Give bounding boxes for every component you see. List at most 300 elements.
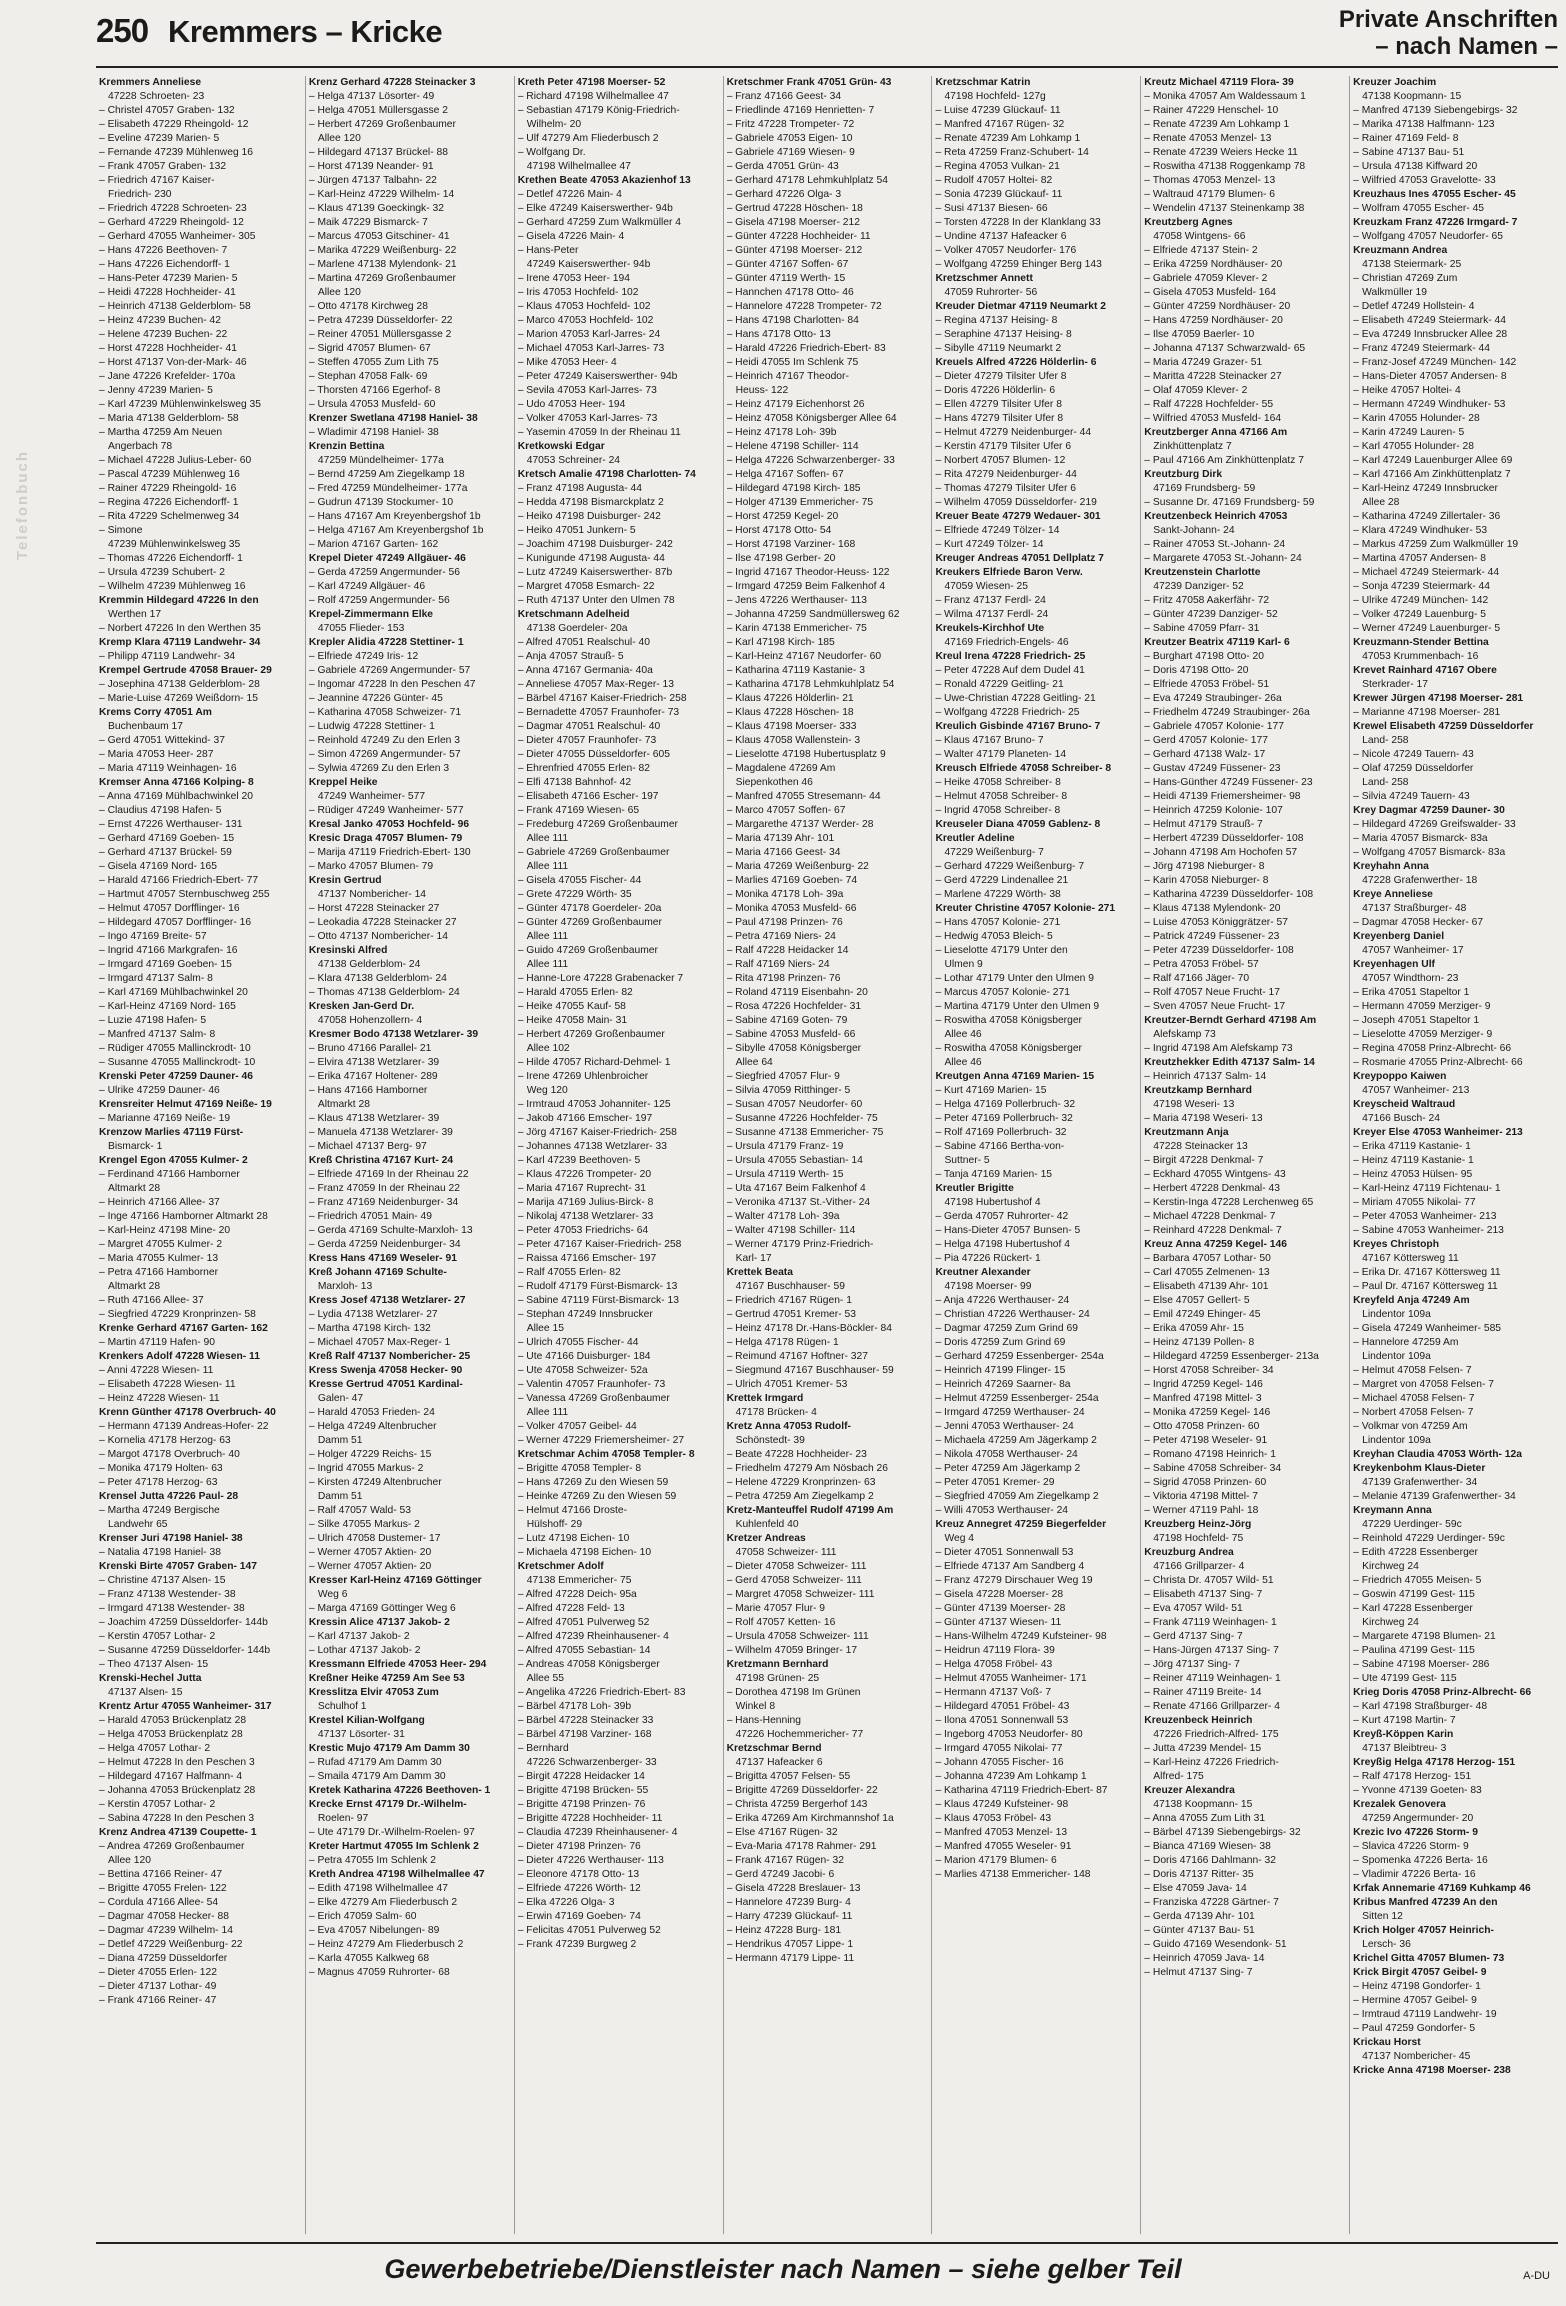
directory-entry: – Rainer 47229 Rheingold- 16 [99,483,237,494]
directory-entry: – Heinrich 47259 Kolonie- 107 [1144,805,1283,816]
directory-entry: – Klaus 47053 Fröbel- 43 [935,1813,1052,1824]
directory-entry: 47059 Wiesen- 25 [944,581,1029,592]
directory-entry: – Hermann 47137 Voß- 7 [935,1687,1052,1698]
directory-entry: – Sabine 47053 Wanheimer- 213 [1353,1225,1504,1236]
directory-entry: – Gertrud 47051 Kremer- 53 [726,1309,856,1320]
directory-entry: – Ingrid 47166 Markgrafen- 16 [99,945,238,956]
directory-entry: – Gisela 47055 Fischer- 44 [517,875,642,886]
directory-entry: – Hanne-Lore 47228 Grabenacker 7 [517,973,684,984]
directory-entry-head: Kretz Anna 47053 Rudolf- [726,1421,851,1432]
directory-entry: – Klaus 47198 Moerser- 333 [726,721,857,732]
directory-entry-head: Kreyfeld Anja 47249 Am [1353,1295,1470,1306]
header-rule [96,66,1558,68]
directory-entry: – Hendrikus 47057 Lippe- 1 [726,1939,854,1950]
directory-entry: – Kerstin 47179 Tilsiter Ufer 6 [935,441,1072,452]
directory-entry: – Barbara 47057 Lothar- 50 [1144,1253,1271,1264]
directory-entry: – Birgit 47228 Heidacker 14 [517,1771,645,1782]
directory-entry: – Walter 47179 Planeten- 14 [935,749,1067,760]
directory-entry: – Elfriede 47137 Am Sandberg 4 [935,1561,1085,1572]
directory-entry: – Gerhard 47226 Olga- 3 [726,189,842,200]
directory-entry: – Ulrich 47058 Dustemer- 17 [308,1533,441,1544]
directory-entry-head: Krettek Beata [726,1267,793,1278]
directory-entry-head: Krettek Irmgard [726,1393,804,1404]
directory-entry: – Karl-Heinz 47226 Friedrich- [1144,1757,1279,1768]
directory-entry: – Franz 47137 Ferdl- 24 [935,595,1046,606]
directory-entry: – Rolf 47259 Angermunder- 56 [308,595,450,606]
directory-entry: – Bärbel 47167 Kaiser-Friedrich- 258 [517,693,687,704]
directory-entry-head: Kretzschmer Annett [935,273,1033,284]
directory-entry-head: Krensel Jutta 47226 Paul- 28 [99,1491,239,1502]
directory-entry-head: Kretzschmar Katrin [935,77,1031,88]
directory-entry: – Harald 47053 Frieden- 24 [308,1407,435,1418]
directory-entry: – Ruth 47137 Unter den Ulmen 78 [517,595,675,606]
directory-entry: – Helga 47167 Am Kreyenbergshof 1b [308,525,484,536]
directory-entry: – Franziska 47228 Gärtner- 7 [1144,1897,1279,1908]
directory-entry: – Volkmar von 47259 Am [1353,1421,1468,1432]
directory-entry: – Monika 47259 Kegel- 146 [1144,1407,1271,1418]
directory-entry: – Marianne 47169 Neiße- 19 [99,1113,231,1124]
directory-entry: – Hans-Dieter 47057 Bunsen- 5 [935,1225,1081,1236]
directory-entry-head: Kretzer Andreas [726,1533,806,1544]
directory-entry: – Anna 47169 Mühlbachwinkel 20 [99,791,253,802]
directory-entry: – Anna 47167 Germania- 40a [517,665,653,676]
directory-entry: – Marianne 47198 Moerser- 281 [1353,707,1501,718]
directory-entry: – Wolfram 47055 Escher- 45 [1353,203,1485,214]
directory-entry: – Lydia 47138 Wetzlarer- 27 [308,1309,438,1320]
directory-entry: – Nikola 47058 Werthauser- 24 [935,1449,1078,1460]
directory-entry: – Diana 47259 Düsseldorfer [99,1953,228,1964]
directory-entry: – Elisabeth 47166 Escher- 197 [517,791,659,802]
directory-entry-head: Krenz Andrea 47139 Coupette- 1 [99,1827,257,1838]
directory-entry: – Wilfried 47053 Gravelotte- 33 [1353,175,1496,186]
directory-entry-head: Kreutzer-Berndt Gerhard 47198 Am [1144,1015,1317,1026]
directory-entry: – Sven 47057 Neue Frucht- 17 [1144,1001,1286,1012]
directory-entry-head: Kremmers Anneliese [99,77,202,88]
directory-entry: – Jörg 47198 Nieburger- 8 [1144,861,1265,872]
directory-entry: – Simone [99,525,143,536]
directory-entry: – Rüdiger 47249 Wanheimer- 577 [308,805,464,816]
directory-entry-head: Kremp Klara 47119 Landwehr- 34 [99,637,261,648]
directory-entry: – Elfriede 47053 Fröbel- 51 [1144,679,1270,690]
directory-entry: Allee 102 [526,1043,570,1054]
directory-entry: Karl- 17 [735,1253,772,1264]
directory-entry: – Spomenka 47226 Berta- 16 [1353,1855,1488,1866]
directory-entry: – Petra 47239 Düsseldorfer- 22 [308,315,453,326]
directory-entry: – Gerda 47051 Grün- 43 [726,161,839,172]
directory-entry: – Gerda 47057 Ruhrorter- 42 [935,1211,1069,1222]
directory-entry: – Gerhard 47178 Lehmkuhlplatz 54 [726,175,889,186]
directory-entry-head: Krengel Egon 47055 Kulmer- 2 [99,1155,248,1166]
directory-entry: 47167 Buschhauser- 59 [735,1281,845,1292]
directory-entry: – Heinz 47119 Kastanie- 1 [1353,1155,1474,1166]
directory-entry: – Norbert 47057 Blumen- 12 [935,455,1066,466]
directory-entry: – Martina 47179 Unter den Ulmen 9 [935,1001,1100,1012]
directory-entry: – Susi 47137 Biesen- 66 [935,203,1048,214]
directory-entry-head: Kremser Anna 47166 Kolping- 8 [99,777,254,788]
directory-entry: – Susanne 47226 Hochfelder- 75 [726,1113,878,1124]
directory-entry: – Friedrich 47167 Kaiser- [99,175,215,186]
directory-entry: – Lutz 47198 Eichen- 10 [517,1533,630,1544]
directory-entry: 47057 Wanheimer- 17 [1362,945,1464,956]
directory-entry: – Franz 47138 Westender- 38 [99,1589,236,1600]
directory-entry: – Heike 47058 Main- 31 [517,1015,628,1026]
directory-entry: – Pia 47226 Rückert- 1 [935,1253,1041,1264]
directory-entry-head: Kreutzer Beatrix 47119 Karl- 6 [1144,637,1290,648]
directory-entry: – Detlef 47249 Hollstein- 4 [1353,301,1475,312]
directory-entry: – Maria 47053 Heer- 287 [99,749,214,760]
directory-entry: – Alfred 47228 Feld- 13 [517,1603,625,1614]
directory-entry: – Heike 47058 Schreiber- 8 [935,777,1061,788]
directory-entry-head: Kreutzmann Anja [1144,1127,1229,1138]
directory-entry: – Gerd 47137 Sing- 7 [1144,1631,1243,1642]
directory-entry: – Gerd 47249 Jacobi- 6 [726,1869,835,1880]
directory-entry: – Fritz 47058 Aakerfähr- 72 [1144,595,1270,606]
directory-entry: – Renate 47239 Am Lohkamp 1 [1144,119,1290,130]
directory-entry-head: Krepler Alidia 47228 Stettiner- 1 [308,637,464,648]
directory-entry: – Sibylle 47058 Königsberger [726,1043,862,1054]
directory-entry: – Jens 47226 Werthauser- 113 [726,595,868,606]
directory-entry: Land- 258 [1362,777,1409,788]
directory-entry: – Gerda 47139 Ahr- 101 [1144,1911,1255,1922]
directory-entry-head: Kreß Ralf 47137 Nombericher- 25 [308,1351,471,1362]
directory-entry: 47138 Koopmann- 15 [1362,91,1462,102]
directory-entry: Sankt-Johann- 24 [1153,525,1235,536]
directory-entry: – Angelika 47226 Friedrich-Ebert- 83 [517,1687,686,1698]
directory-entry-head: Kreyßig Helga 47178 Herzog- 151 [1353,1757,1516,1768]
directory-entry: Damm 51 [317,1435,363,1446]
directory-entry-head: Krestic Mujo 47179 Am Damm 30 [308,1743,470,1754]
directory-entry: – Sabine 47169 Goten- 79 [726,1015,848,1026]
directory-entry-head: Kresse Gertrud 47051 Kardinal- [308,1379,463,1390]
directory-entry: – Marlies 47138 Emmericher- 148 [935,1869,1091,1880]
directory-entry: – Horst 47137 Von-der-Mark- 46 [99,357,247,368]
directory-entry-head: Kreuzmann Andrea [1353,245,1448,256]
directory-entry: – Ursula 47239 Schubert- 2 [99,567,225,578]
directory-entry: Alfred- 175 [1153,1771,1204,1782]
directory-entry: – Undine 47137 Hafeacker 6 [935,231,1067,242]
directory-entry-head: Kreyhan Claudia 47053 Wörth- 12a [1353,1449,1522,1460]
directory-entry: – Renate 47239 Am Lohkamp 1 [935,133,1081,144]
directory-entry: – Stephan 47249 Innsbrucker [517,1309,653,1320]
directory-entry: – Otto 47058 Prinzen- 60 [1144,1421,1260,1432]
directory-entry: – Maria 47139 Ahr- 101 [726,833,835,844]
directory-entry: 47057 Windthorn- 23 [1362,973,1459,984]
directory-entry: – Margret 47058 Schweizer- 111 [726,1589,875,1600]
directory-entry: – Helene 47229 Kronprinzen- 63 [726,1477,876,1488]
directory-entry: 47137 Nombericher- 14 [317,889,427,900]
directory-entry-head: Kreymann Anna [1353,1505,1432,1516]
directory-entry: – Michael 47249 Steiermark- 44 [1353,567,1500,578]
directory-entry: – Lothar 47179 Unter den Ulmen 9 [935,973,1094,984]
directory-entry: – Jenni 47053 Werthauser- 24 [935,1421,1074,1432]
directory-entry: – Klaus 47228 Höschen- 18 [726,707,854,718]
directory-entry: 47229 Uerdinger- 59c [1362,1519,1462,1530]
directory-entry: – Marija 47169 Julius-Birck- 8 [517,1197,654,1208]
directory-entry: 47058 Schweizer- 111 [735,1547,837,1558]
directory-entry: – Bernadette 47057 Fraunhofer- 73 [517,707,680,718]
directory-entry: – Harald 47166 Friedrich-Ebert- 77 [99,875,259,886]
directory-entry: – Wilma 47137 Ferdl- 24 [935,609,1049,620]
directory-entry: – Johanna 47137 Schwarzwald- 65 [1144,343,1306,354]
directory-entry: – Maria 47167 Ruprecht- 31 [517,1183,646,1194]
directory-entry-head: Kreuseler Diana 47059 Gablenz- 8 [935,819,1101,830]
directory-entry: 47239 Danziger- 52 [1153,581,1244,592]
directory-entry: – Elisabeth 47137 Sing- 7 [1144,1589,1263,1600]
directory-entry: – Horst 47139 Neander- 91 [308,161,434,172]
directory-entry: – Dagmar 47051 Realschul- 40 [517,721,661,732]
directory-entry: – Bernhard [517,1743,569,1754]
directory-entry: – Ute 47058 Schweizer- 52a [517,1365,648,1376]
section-heading-line1: Private Anschriften [1338,6,1558,33]
directory-entry: – Ralf 47178 Herzog- 151 [1353,1771,1472,1782]
directory-entry: – Katharina 47119 Friedrich-Ebert- 87 [935,1785,1108,1796]
directory-entry: – Helene 47239 Buchen- 22 [99,329,228,340]
directory-entry: – Irmtraud 47053 Johanniter- 125 [517,1099,671,1110]
directory-entry-head: Kressmann Elfriede 47053 Heer- 294 [308,1659,487,1670]
section-heading-line2: – nach Namen – [1375,33,1558,60]
directory-entry: – Gerd 47229 Lindenallee 21 [935,875,1069,886]
directory-entry: – Bernd 47259 Am Ziegelkamp 18 [308,469,465,480]
directory-entry: 47137 Straßburger- 48 [1362,903,1467,914]
directory-entry-head: Kreutzberger Anna 47166 Am [1144,427,1288,438]
directory-entry: – Dagmar 47239 Wilhelm- 14 [99,1925,233,1936]
directory-entry: – Philipp 47119 Landwehr- 34 [99,651,236,662]
directory-entry: – Mike 47053 Heer- 4 [517,357,617,368]
directory-entry: – Hermann 47179 Lippe- 11 [726,1953,855,1964]
directory-entry-head: Kreutner Alexander [935,1267,1031,1278]
directory-entry: – Michael 47058 Felsen- 7 [1353,1393,1475,1404]
directory-entry-head: Krenzow Marlies 47119 Fürst- [99,1127,244,1138]
directory-entry: – Michaela 47198 Eichen- 10 [517,1547,652,1558]
directory-entry: – Ferdinand 47166 Hamborner [99,1169,240,1180]
directory-entry: Weg 120 [526,1085,568,1096]
directory-entry: – Margarethe 47137 Werder- 28 [726,819,874,830]
directory-entry: – Eva 47249 Straubinger- 26a [1144,693,1282,704]
directory-entry: – Ursula 47055 Sebastian- 14 [726,1155,863,1166]
directory-entry: – Manfred 47055 Stresemann- 44 [726,791,881,802]
directory-entry-head: Krenke Gerhard 47167 Garten- 162 [99,1323,268,1334]
directory-entry: – Margret 47058 Esmarch- 22 [517,581,655,592]
directory-entry: – Ursula 47053 Musfeld- 60 [308,399,436,410]
directory-entry: 47167 Köttersweg 11 [1362,1253,1459,1264]
directory-column [514,76,723,2234]
directory-entry: – Claudia 47239 Rheinhausener- 4 [517,1827,678,1838]
directory-entry-head: Krenski Peter 47259 Dauner- 46 [99,1071,253,1082]
directory-entry: – Rolf 47169 Pollerbruch- 32 [935,1127,1067,1138]
directory-entry: – Emil 47249 Ehinger- 45 [1144,1309,1261,1320]
directory-entry: – Cordula 47166 Allee- 54 [99,1897,219,1908]
directory-entry: – Anni 47228 Wiesen- 11 [99,1365,214,1376]
directory-entry: – Ronald 47229 Geitling- 21 [935,679,1064,690]
directory-entry: 47138 Gelderblom- 24 [317,959,421,970]
directory-entry: – Ingrid 47058 Schreiber- 8 [935,805,1061,816]
directory-entry: – Hildegard 47137 Brückel- 88 [308,147,448,158]
directory-entry: – Karl 47169 Mühlbachwinkel 20 [99,987,248,998]
directory-column [1140,76,1349,2234]
directory-entry: – Rosmarie 47055 Prinz-Albrecht- 66 [1353,1057,1523,1068]
directory-entry: – Gabriele 47169 Wiesen- 9 [726,147,855,158]
directory-entry: Allee 111 [526,1407,569,1418]
directory-entry: – Dieter 47226 Werthauser- 113 [517,1855,664,1866]
directory-entry: – Hans 47259 Nordhäuser- 20 [1144,315,1283,326]
directory-entry: Galen- 47 [317,1393,364,1404]
directory-entry: – Dagmar 47058 Hecker- 67 [1353,917,1484,928]
directory-entry: – Gerhard 47055 Wanheimer- 305 [99,231,256,242]
directory-entry: – Peter 47178 Herzog- 63 [99,1477,218,1488]
directory-entry: – Peter 47259 Am Jägerkamp 2 [935,1463,1081,1474]
directory-entry-head: Kretsch Amalie 47198 Charlotten- 74 [517,469,696,480]
directory-entry: – Gerhard 47229 Weißenburg- 7 [935,861,1085,872]
directory-entry: – Gerhard 47229 Rheingold- 12 [99,217,244,228]
directory-entry-head: Krfak Annemarie 47169 Kuhkamp 46 [1353,1883,1531,1894]
directory-entry: – Marco 47053 Hochfeld- 102 [517,315,654,326]
directory-entry: – Kunigunde 47198 Augusta- 44 [517,553,665,564]
directory-entry: – Elfriede 47226 Wörth- 12 [517,1883,641,1894]
directory-entry-head: Krewer Jürgen 47198 Moerser- 281 [1353,693,1524,704]
directory-entry: – Horst 47259 Kegel- 20 [726,511,839,522]
directory-entry: – Norbert 47058 Felsen- 7 [1353,1407,1474,1418]
directory-entry: – Horst 47228 Steinacker 27 [308,903,440,914]
directory-entry-head: Kreutzburg Dirk [1144,469,1223,480]
directory-entry-head: Kresal Janko 47053 Hochfeld- 96 [308,819,470,830]
directory-entry: – Günter 47119 Werth- 15 [726,273,846,284]
directory-entry: – Roswitha 47058 Königsberger [935,1043,1082,1054]
directory-entry: – Rüdiger 47055 Mallinckrodt- 10 [99,1043,251,1054]
directory-entry: – Marion 47167 Garten- 162 [308,539,439,550]
directory-entry: – Helga 47169 Pollerbruch- 32 [935,1099,1076,1110]
directory-entry-head: Krempel Gertrude 47058 Brauer- 29 [99,665,272,676]
directory-entry: – Alfred 47239 Rheinhausener- 4 [517,1631,669,1642]
directory-entry: – Paul 47198 Prinzen- 76 [726,917,843,928]
directory-entry: – Smaila 47179 Am Damm 30 [308,1771,446,1782]
directory-entry: – Heike 47057 Holtei- 4 [1353,385,1461,396]
directory-entry-head: Krick Birgit 47057 Geibel- 9 [1353,1967,1487,1978]
directory-entry: – Vanessa 47269 Großenbaumer [517,1393,670,1404]
directory-entry: – Horst 47058 Schreiber- 34 [1144,1365,1274,1376]
directory-entry: – Monika 47053 Musfeld- 66 [726,903,857,914]
directory-entry: – Ingrid 47259 Kegel- 146 [1144,1379,1263,1390]
directory-entry-head: Kresser Karl-Heinz 47169 Göttinger [308,1575,482,1586]
directory-entry: – Katharina 47239 Düsseldorfer- 108 [1144,889,1314,900]
directory-entry: – Heiko 47198 Duisburger- 242 [517,511,661,522]
directory-entry: – Erika 47269 Am Kirchmannshof 1a [726,1813,894,1824]
directory-entry: – Eva-Maria 47178 Rahmer- 291 [726,1841,877,1852]
directory-columns [96,76,1558,2234]
directory-entry: 47058 Wintgens- 66 [1153,231,1246,242]
directory-entry-head: Krems Corry 47051 Am [99,707,212,718]
directory-entry: – Susanne 47055 Mallinckrodt- 10 [99,1057,256,1068]
directory-entry: – Stephan 47058 Falk- 69 [308,371,428,382]
directory-entry: – Siegfried 47229 Kronprinzen- 58 [99,1309,256,1320]
directory-entry: – Steffen 47055 Zum Lith 75 [308,357,439,368]
directory-entry: – Regina 47053 Vulkan- 21 [935,161,1060,172]
directory-entry: Allee 15 [526,1323,564,1334]
directory-entry: – Hans 47198 Charlotten- 84 [726,315,859,326]
directory-entry: – Hans 47279 Tilsiter Ufer 8 [935,413,1064,424]
directory-entry: – Johanna 47239 Am Lohkamp 1 [935,1771,1087,1782]
directory-entry: – Rainer 47053 St.-Johann- 24 [1144,539,1286,550]
directory-entry: – Sabine 47058 Schreiber- 34 [1144,1463,1282,1474]
directory-entry: 47166 Busch- 24 [1362,1113,1441,1124]
directory-entry: – Helmut 47057 Dorfflinger- 16 [99,903,240,914]
directory-entry: – Martha 47249 Bergische [99,1505,220,1516]
directory-entry-head: Kreuzkam Franz 47226 Irmgard- 7 [1353,217,1518,228]
directory-entry: – Gerda 47259 Neidenburger- 34 [308,1239,461,1250]
directory-entry-head: Krezic Ivo 47226 Storm- 9 [1353,1827,1478,1838]
directory-entry: – Hannelore 47228 Trompeter- 72 [726,301,882,312]
directory-entry: – Dagmar 47058 Hecker- 88 [99,1911,229,1922]
directory-entry: – Elke 47249 Kaiserswerther- 94b [517,203,673,214]
directory-entry: 47198 Hubertushof 4 [944,1197,1041,1208]
directory-entry: – Elke 47279 Am Fliederbusch 2 [308,1897,458,1908]
directory-entry: – Irmgard 47259 Beim Falkenhof 4 [726,581,886,592]
directory-entry: – Maik 47229 Bismarck- 7 [308,217,428,228]
directory-entry: – Elisabeth 47229 Rheingold- 12 [99,119,249,130]
directory-entry: 47226 Friedrich-Alfred- 175 [1153,1729,1279,1740]
directory-entry: – Bärbel 47178 Loh- 39b [517,1701,632,1712]
directory-entry: – Johannes 47138 Wetzlarer- 33 [517,1141,667,1152]
directory-entry: – Siegmund 47167 Buschhauser- 59 [726,1365,894,1376]
directory-entry: – Hans-Henning [726,1715,801,1726]
directory-entry-head: Kreyhahn Anna [1353,861,1429,872]
directory-entry: – Martha 47259 Am Neuen [99,427,223,438]
directory-entry: – Edith 47198 Wilhelmallee 47 [308,1883,448,1894]
directory-entry: – Maria 47166 Geest- 34 [726,847,841,858]
directory-entry: – Gerhard 47259 Zum Walkmüller 4 [517,217,682,228]
directory-entry: 47058 Hohenzollern- 4 [317,1015,423,1026]
directory-entry: – Friedhelm 47279 Am Nösbach 26 [726,1463,888,1474]
directory-entry: 47259 Angermunder- 20 [1362,1813,1474,1824]
directory-entry: – Heinz 47058 Königsberger Allee 64 [726,413,897,424]
directory-entry: – Johann 47055 Fischer- 16 [935,1757,1064,1768]
directory-entry: – Ursula 47058 Schweizer- 111 [726,1631,869,1642]
directory-entry: – Roswitha 47058 Königsberger [935,1015,1082,1026]
directory-entry: – Brigitte 47198 Prinzen- 76 [517,1799,646,1810]
directory-entry: – Uta 47167 Beim Falkenhof 4 [726,1183,866,1194]
directory-entry: – Marko 47057 Blumen- 79 [308,861,434,872]
directory-entry: – Reta 47259 Franz-Schubert- 14 [935,147,1089,158]
directory-entry: – Volker 47057 Neudorfer- 176 [935,245,1077,256]
directory-entry: – Peter 47053 Friedrichs- 64 [517,1225,649,1236]
directory-entry: – Eva 47057 Nibelungen- 89 [308,1925,440,1936]
directory-entry: – Luzie 47198 Hafen- 5 [99,1015,207,1026]
directory-entry-head: Kretzschmar Bernd [726,1743,822,1754]
directory-entry: – Detlef 47229 Weißenburg- 22 [99,1939,243,1950]
directory-entry: – Edith 47228 Essenberger [1353,1547,1478,1558]
directory-entry: – Margret von 47058 Felsen- 7 [1353,1379,1494,1390]
directory-entry-head: Krenski-Hechel Jutta [99,1673,202,1684]
directory-entry: – Helmut 47279 Neidenburger- 44 [935,427,1092,438]
directory-entry: Buchenbaum 17 [108,721,183,732]
directory-entry-head: Krensreiter Helmut 47169 Neiße- 19 [99,1099,272,1110]
directory-entry: – Carl 47055 Zelmenen- 13 [1144,1267,1270,1278]
directory-entry: – Katharina 47058 Schweizer- 71 [308,707,462,718]
directory-entry: – Markus 47259 Zum Walkmüller 19 [1353,539,1519,550]
directory-entry: – Vladimir 47226 Berta- 16 [1353,1869,1476,1880]
directory-entry: – Dieter 47057 Fraunhofer- 73 [517,735,657,746]
directory-entry: – Martina 47057 Andersen- 8 [1353,553,1486,564]
directory-entry: Friedrich- 230 [108,189,172,200]
directory-entry: – Irmgard 47259 Werthauser- 24 [935,1407,1085,1418]
directory-entry: – Irene 47053 Heer- 194 [517,273,630,284]
directory-entry: – Helga 47178 Rügen- 1 [726,1337,839,1348]
directory-entry: – Peter 47167 Kaiser-Friedrich- 258 [517,1239,682,1250]
directory-entry: – Heidi 47055 Im Schlenk 75 [726,357,859,368]
directory-entry: – Monika 47179 Holten- 63 [99,1463,223,1474]
directory-entry: – Ilse 47059 Baerler- 10 [1144,329,1255,340]
directory-entry: – Regina 47137 Heising- 8 [935,315,1058,326]
directory-entry: – Ursula 47179 Franz- 19 [726,1141,844,1152]
